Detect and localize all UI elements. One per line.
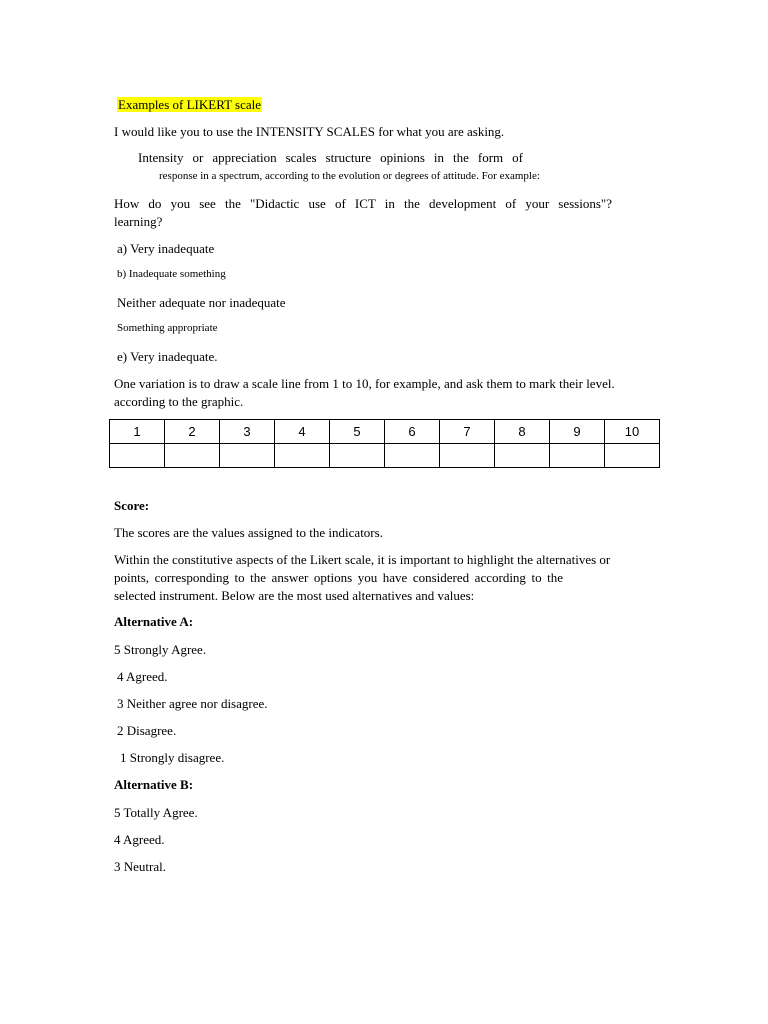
scale-cell-1: 1 bbox=[110, 420, 165, 444]
bullet-line-1 bbox=[138, 149, 523, 166]
option-b: b) Inadequate something bbox=[117, 268, 226, 280]
answer-cell-6[interactable] bbox=[385, 444, 440, 468]
answer-cell-9[interactable] bbox=[550, 444, 605, 468]
score-text: The scores are the values assigned to the indicators. bbox=[114, 525, 383, 540]
answer-cell-5[interactable] bbox=[330, 444, 385, 468]
answer-cell-7[interactable] bbox=[440, 444, 495, 468]
option-e: e) Very inadequate. bbox=[117, 349, 218, 364]
scale-cell-4: 4 bbox=[275, 420, 330, 444]
constitutive-line-2: points, corresponding to the answer options you have considered according to the bbox=[114, 570, 563, 585]
question-line-2: learning? bbox=[114, 214, 163, 229]
scale-cell-9: 9 bbox=[550, 420, 605, 444]
option-c: Neither adequate nor inadequate bbox=[117, 295, 286, 310]
answer-cell-3[interactable] bbox=[220, 444, 275, 468]
alternative-b-heading: Alternative B: bbox=[114, 777, 194, 792]
constitutive-line-1: Within the constitutive aspects of the Likert scale, it is important to highlight the alternatives or bbox=[114, 552, 611, 567]
answer-cell-10[interactable] bbox=[605, 444, 660, 468]
alt-a-item-1: 5 Strongly Agree. bbox=[114, 642, 207, 657]
page-heading bbox=[117, 96, 617, 113]
variation-line-2: according to the graphic. bbox=[114, 394, 244, 409]
alt-b-item-1: 5 Totally Agree. bbox=[114, 805, 198, 820]
scale-number-row bbox=[110, 420, 660, 444]
alt-a-item-3: 3 Neither agree nor disagree. bbox=[117, 696, 268, 711]
alternative-a-heading: Alternative A: bbox=[114, 614, 194, 629]
bullet-text: Intensity or appreciation scales structure opinions in the form of bbox=[138, 150, 523, 165]
scale-cell-8: 8 bbox=[495, 420, 550, 444]
alt-a-item-5: 1 Strongly disagree. bbox=[120, 750, 225, 765]
answer-cell-2[interactable] bbox=[165, 444, 220, 468]
question-line-1: How do you see the "Didactic use of ICT in the development of your sessions"? bbox=[114, 196, 612, 211]
variation-line-1: One variation is to draw a scale line from 1 to 10, for example, and ask them to mark their level. bbox=[114, 376, 615, 391]
scale-cell-5: 5 bbox=[330, 420, 385, 444]
option-d: Something appropriate bbox=[117, 322, 218, 334]
heading-highlight: Examples of LIKERT scale bbox=[118, 97, 262, 112]
answer-cell-8[interactable] bbox=[495, 444, 550, 468]
answer-cell-4[interactable] bbox=[275, 444, 330, 468]
scale-cell-10: 10 bbox=[605, 420, 660, 444]
constitutive-line-3: selected instrument. Below are the most used alternatives and values: bbox=[114, 588, 475, 603]
answer-cell-1[interactable] bbox=[110, 444, 165, 468]
scale-cell-2: 2 bbox=[165, 420, 220, 444]
scale-table bbox=[109, 419, 660, 468]
bullet-line-2: response in a spectrum, according to the evolution or degrees of attitude. For example: bbox=[159, 170, 540, 182]
option-a: a) Very inadequate bbox=[117, 241, 215, 256]
intro-text: I would like you to use the INTENSITY SCALES for what you are asking. bbox=[114, 124, 505, 139]
alt-b-item-3: 3 Neutral. bbox=[114, 859, 166, 874]
scale-cell-6: 6 bbox=[385, 420, 440, 444]
alt-a-item-4: 2 Disagree. bbox=[117, 723, 177, 738]
scale-cell-3: 3 bbox=[220, 420, 275, 444]
scale-answer-row bbox=[110, 444, 660, 468]
alt-b-item-2: 4 Agreed. bbox=[114, 832, 165, 847]
scale-cell-7: 7 bbox=[440, 420, 495, 444]
score-heading: Score: bbox=[114, 498, 150, 513]
alt-a-item-2: 4 Agreed. bbox=[117, 669, 168, 684]
